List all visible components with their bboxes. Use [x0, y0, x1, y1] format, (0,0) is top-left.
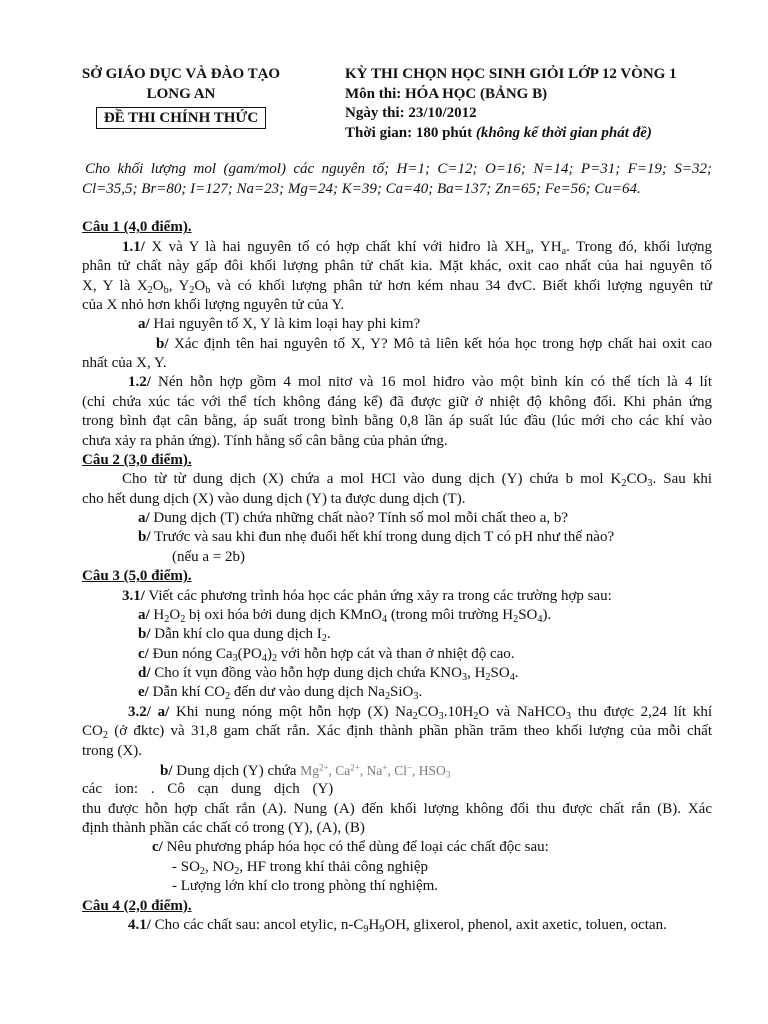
department-name: SỞ GIÁO DỤC VÀ ĐÀO TẠO [81, 66, 281, 82]
exam-duration: Thời gian: 180 phút (không kể thời gian phát đề) [345, 125, 652, 142]
question-line: a/ $H_2O_2$ bị oxi hóa bởi dung dịch KMnO$_4$ (trong môi trường $H_2SO_4$). [138, 606, 552, 625]
question-line: (nếu a = 2b) [172, 548, 246, 565]
question-line: 4.1/ Cho các chất sau: ancol etylic, $n-C_9H_9OH$, glixerol, phenol, axit axetic, toluen, octan. [128, 916, 667, 935]
question-line: định thành phần các chất có trong (Y), (A), (B) [82, 820, 365, 837]
question-line: thu được hỗn hợp chất rắn (A). Nung (A) đến khối lượng không đổi thu được chất rắn (B). Xác [82, 800, 712, 817]
question-line: 1.1/ X và Y là hai nguyên tố có hợp chất khí với hiđro là $XH_a$, $YH_a$. Trong đó, khối lượng [122, 238, 713, 257]
question-line: trong (X). [82, 742, 142, 759]
question-line: X, Y là $X_2O_b$, $Y_2O_b$ và có khối lượng phân tử hơn kém nhau 34 đvC. Biết khối lượng nguyên tử [82, 277, 712, 296]
question-heading: Câu 4 (2,0 điểm). [82, 897, 192, 914]
question-line: b/ Dung dịch (Y) chứa $Mg^{2+}$, $Ca^{2+}$, Na+, Cl−, $HSO_3$ [160, 762, 451, 780]
question-line: trong bình đạt cân bằng, áp suất trong bình bằng 0,8 lần áp suất lúc đầu (lúc mới cho các khí vào [82, 413, 712, 430]
question-line: - Lượng lớn khí clo trong phòng thí nghiệm. [172, 878, 439, 895]
atomic-mass-note: Cho khối lượng mol (gam/mol) các nguyên tố; H=1; C=12; O=16; N=14; P=31; F=19; S=32; [85, 161, 712, 178]
province-name: LONG AN [146, 85, 216, 102]
question-line: b/ Dẫn khí clo qua dung dịch $I_2$. [138, 626, 331, 645]
question-line: a/ Dung dịch (T) chứa những chất nào? Tính số mol mỗi chất theo a, b? [138, 510, 569, 527]
exam-info-block [345, 65, 677, 144]
question-line: 3.1/ Viết các phương trình hóa học các phản ứng xảy ra trong các trường hợp sau: [122, 587, 612, 604]
question-heading: Câu 1 (4,0 điểm). [82, 219, 192, 236]
atomic-mass-note: Cl=35,5; Br=80; I=127; Na=23; Mg=24; K=39; Ca=40; Ba=137; Zn=65; Fe=56; Cu=64. [82, 180, 641, 197]
question-line: c/ Đun nóng $Ca_3(PO_4)_2$ với hỗn hợp cát và than ở nhiệt độ cao. [138, 645, 515, 664]
question-line: 3.2/ a/ Khi nung nóng một hỗn hợp (X) $Na_2CO_3.10H_2O$ và NaHCO$_3$ thu được 2,24 lít khí [128, 703, 712, 722]
question-heading: Câu 2 (3,0 điểm). [82, 451, 192, 468]
official-exam-stamp: ĐỀ THI CHÍNH THỨC [96, 107, 266, 129]
question-line: của X nhỏ hơn khối lượng nguyên tử của Y. [82, 296, 345, 313]
question-line: c/ Nêu phương pháp hóa học có thể dùng để loại các chất độc sau: [152, 839, 549, 856]
question-line: chưa xảy ra phản ứng). Tính hằng số cân bằng của phản ứng. [82, 432, 448, 449]
question-line: e/ Dẫn khí $CO_2$ đến dư vào dung dịch $Na_2SiO_3$. [138, 684, 423, 703]
question-line: b/ Trước và sau khi đun nhẹ đuổi hết khí trong dung dịch T có pH như thế nào? [138, 529, 615, 546]
question-line: $CO_2$ (ở đktc) và 31,8 gam chất rắn. Xác định thành phần phần trăm theo khối lượng của mỗi chất [82, 723, 712, 742]
question-line: nhất của X, Y. [82, 355, 167, 372]
question-line: d/ Cho ít vụn đồng vào hỗn hợp dung dịch chứa $KNO_3$, $H_2SO_4$. [138, 665, 519, 683]
exam-date: Ngày thi: 23/10/2012 [345, 105, 477, 122]
question-line: (chỉ chứa xúc tác với thể tích không đáng kể) đã được giữ ở nhiệt độ không đổi. Khi phản ứng [82, 393, 712, 410]
spacer [82, 199, 712, 218]
question-line: Cho từ từ dung dịch (X) chứa a mol HCl vào dung dịch (Y) chứa b mol $K_2CO_3$. Sau khi [122, 471, 713, 490]
question-line: b/ Xác định tên hai nguyên tố X, Y? Mô tả liên kết hóa học trong hợp chất hai oxit cao [156, 335, 712, 352]
exam-body [82, 160, 712, 935]
question-line: a/ Hai nguyên tố X, Y là kim loại hay phi kim? [138, 316, 421, 333]
question-line: - $SO_2$, $NO_2$, HF trong khí thải công nghiệp [172, 858, 429, 877]
question-line: các ion: . Cô cạn dung dịch (Y) [82, 781, 334, 798]
question-line: phân tử chất này gấp đôi khối lượng phân tử chất kia. Mặt khác, oxit cao nhất của hai nguyên tố [82, 258, 712, 275]
question-heading: Câu 3 (5,0 điểm). [82, 568, 192, 585]
question-line: cho hết dung dịch (X) vào dung dịch (Y) ta được dung dịch (T). [82, 490, 466, 507]
question-line: 1.2/ Nén hỗn hợp gồm 4 mol nitơ và 16 mol hiđro vào một bình kín có thể tích là 4 lít [128, 374, 712, 391]
exam-title: KỲ THI CHỌN HỌC SINH GIỎI LỚP 12 VÒNG 1 [345, 66, 677, 82]
issuer-block [76, 65, 286, 129]
exam-subject: Môn thi: HÓA HỌC (BẢNG B) [345, 85, 548, 102]
